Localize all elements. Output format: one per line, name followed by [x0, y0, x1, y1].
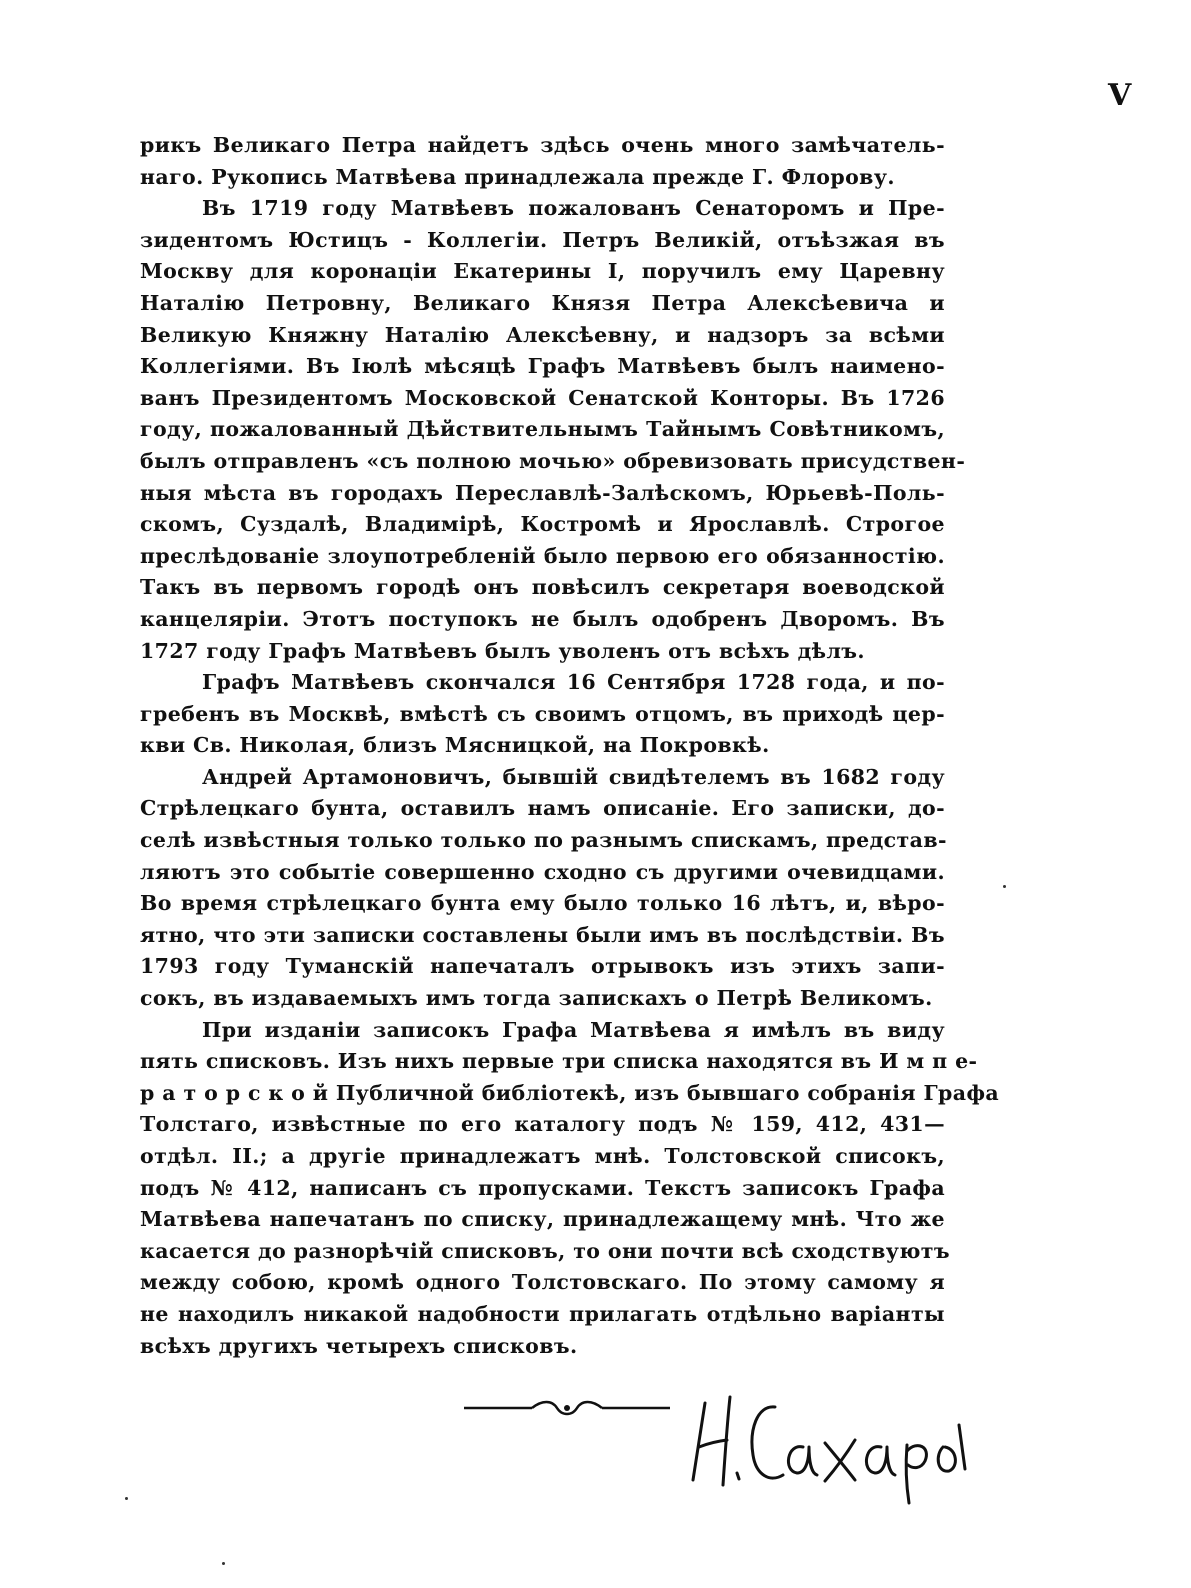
text-line: пять списковъ. Изъ нихъ первые три списка находятся въ И м п е-	[140, 1049, 978, 1074]
text-line: наго. Рукопись Матвѣева принадлежала прежде Г. Флорову.	[140, 164, 895, 189]
text-line: селѣ извѣстныя только только по разнымъ спискамъ, представ-	[140, 828, 947, 853]
text-line: Графъ Матвѣевъ скончался 16 Сентября 1728 года, и по-	[202, 670, 945, 695]
text-line: году, пожалованный Дѣйствительнымъ Тайнымъ Совѣтникомъ,	[140, 417, 945, 442]
text-line: скомъ, Суздалѣ, Владимірѣ, Костромѣ и Ярославлѣ. Строгое	[140, 512, 945, 537]
text-line: Коллегіями. Въ Іюлѣ мѣсяцѣ Графъ Матвѣевъ былъ наимено-	[140, 354, 945, 379]
text-line: р а т о р с к о й Публичной библіотекѣ, изъ бывшаго собранія Графа	[140, 1080, 1000, 1105]
text-line: касается до разнорѣчій списковъ, то они почти всѣ сходствуютъ	[140, 1238, 950, 1263]
text-line: 1793 году Туманскій напечаталъ отрывокъ изъ этихъ запи-	[140, 954, 945, 979]
paragraph	[140, 667, 945, 762]
text-line: всѣхъ другихъ четырехъ списковъ.	[140, 1333, 578, 1358]
page-number: V	[1108, 78, 1132, 113]
text-line: Матвѣева напечатанъ по списку, принадлежащему мнѣ. Что же	[140, 1207, 945, 1232]
text-line: подъ № 412, написанъ съ пропусками. Текстъ записокъ Графа	[140, 1175, 945, 1200]
text-line: ныя мѣста въ городахъ Переславлѣ-Залѣскомъ, Юрьевѣ-Поль-	[140, 480, 945, 505]
text-line: Наталію Петровну, Великаго Князя Петра Алексѣевича и	[140, 290, 945, 315]
paragraph	[140, 762, 945, 1015]
text-line: между собою, кромѣ одного Толстовскаго. По этому самому я	[140, 1270, 945, 1295]
scan-speck	[125, 1497, 128, 1500]
text-line: ванъ Президентомъ Московской Сенатской Конторы. Въ 1726	[140, 385, 945, 410]
text-line: былъ отправленъ «съ полною мочью» обревизовать присудствен-	[140, 448, 966, 473]
text-line: Стрѣлецкаго бунта, оставилъ намъ описаніе. Его записки, до-	[140, 796, 945, 821]
body-text	[140, 130, 1000, 1362]
text-line: ятно, что эти записки составлены были имъ въ послѣдствіи. Въ	[140, 922, 945, 947]
text-line: Такъ въ первомъ городѣ онъ повѣсилъ секретаря воеводской	[140, 575, 945, 600]
paragraph	[140, 1015, 1000, 1363]
text-line: сокъ, въ издаваемыхъ имъ тогда запискахъ о Петрѣ Великомъ.	[140, 986, 933, 1011]
text-line: Великую Княжну Наталію Алексѣевну, и надзоръ за всѣми	[140, 322, 945, 347]
text-line: При изданіи записокъ Графа Матвѣева я имѣлъ въ виду	[202, 1017, 945, 1042]
scan-speck	[222, 1562, 225, 1565]
text-line: кви Св. Николая, близъ Мясницкой, на Покровкѣ.	[140, 733, 770, 758]
text-line: Въ 1719 году Матвѣевъ пожалованъ Сенаторомъ и Пре-	[202, 196, 945, 221]
text-line: отдѣл. II.; а другіе принадлежатъ мнѣ. Толстовской списокъ,	[140, 1144, 945, 1168]
text-line: не находилъ никакой надобности прилагать отдѣльно варіанты	[140, 1301, 945, 1326]
text-line: рикъ Великаго Петра найдетъ здѣсь очень много замѣчатель-	[140, 133, 945, 157]
text-line: Андрей Артамоновичъ, бывшій свидѣтелемъ въ 1682 году	[202, 764, 945, 789]
ornament-divider-icon	[462, 1398, 672, 1418]
text-line: гребенъ въ Москвѣ, вмѣстѣ съ своимъ отцомъ, въ приходѣ цер-	[140, 701, 945, 726]
text-line: ляютъ это событіе совершенно сходно съ другими очевидцами.	[140, 859, 945, 884]
text-line: канцеляріи. Этотъ поступокъ не былъ одобренъ Дворомъ. Въ	[140, 606, 945, 631]
handwritten-signature-icon	[675, 1385, 975, 1505]
text-line: зидентомъ Юстицъ - Коллегіи. Петръ Великій, отъѣзжая въ	[140, 227, 945, 252]
text-line: Москву для коронаціи Екатерины I, поручилъ ему Царевну	[140, 259, 945, 284]
text-line: 1727 году Графъ Матвѣевъ былъ уволенъ отъ всѣхъ дѣлъ.	[140, 638, 865, 663]
paragraph	[140, 130, 945, 193]
scan-speck	[1003, 885, 1006, 888]
paragraph	[140, 193, 966, 667]
text-line: Толстаго, извѣстные по его каталогу подъ № 159, 412, 431—	[140, 1112, 945, 1137]
text-line: преслѣдованіе злоупотребленій было первою его обязанностію.	[140, 543, 945, 568]
text-line: Во время стрѣлецкаго бунта ему было только 16 лѣтъ, и, вѣро-	[140, 891, 945, 916]
